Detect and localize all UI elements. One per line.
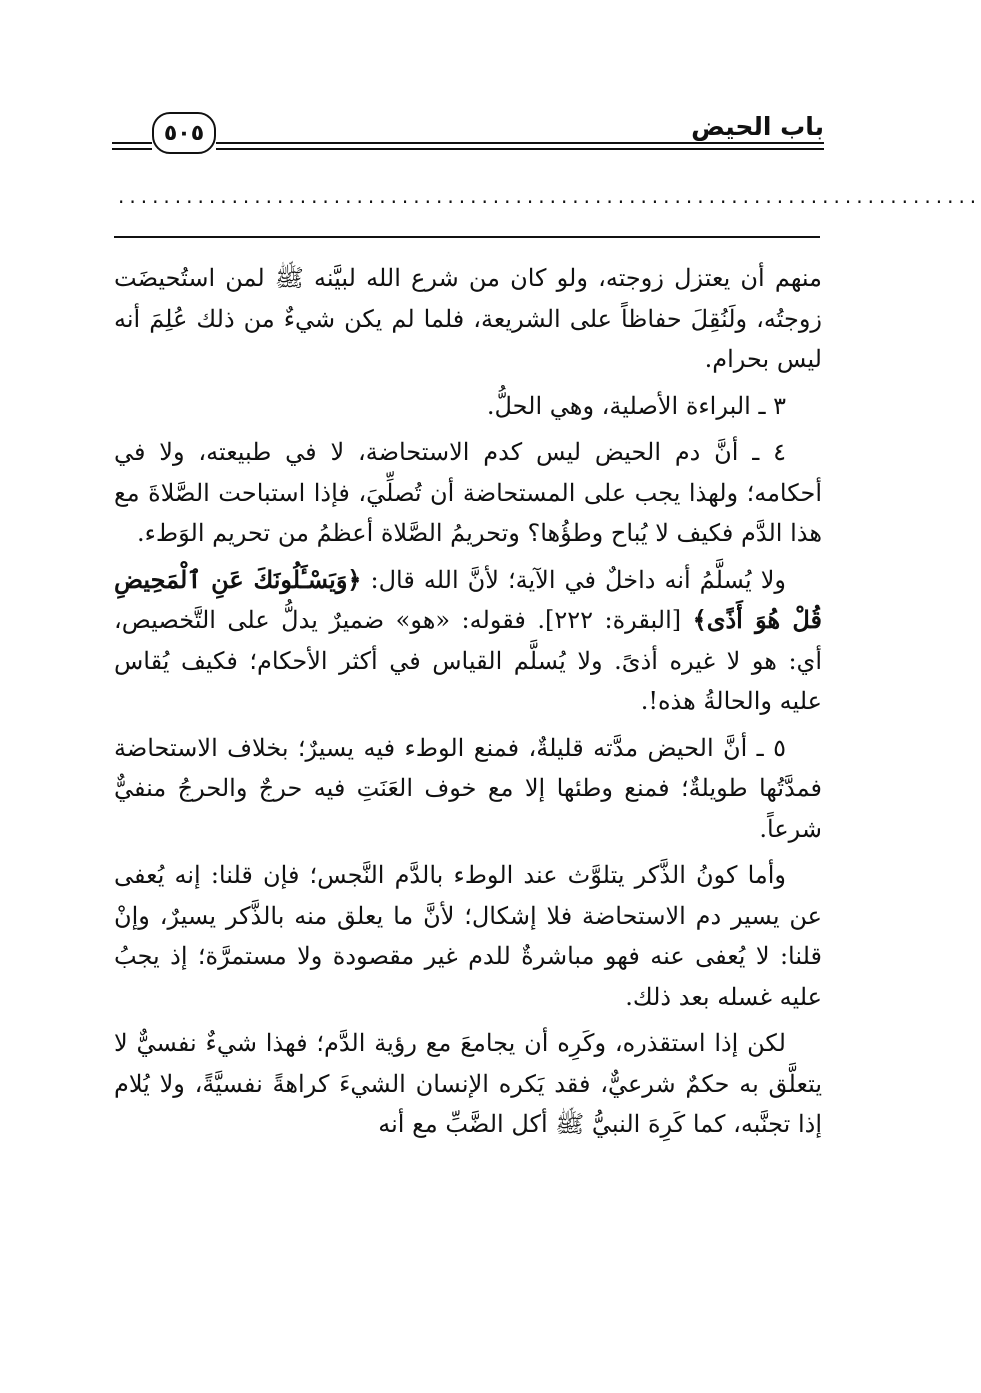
paragraph-text: ٥ ـ أنَّ الحيض مدَّته قليلةٌ، فمنع الوطء فيه يسيرٌ؛ بخلاف الاستحاضة فمدَّتُها طويلةٌ؛ فمنع وطئها إلا مع خوف العَنَتِ فيه حرجٌ والحرجُ منفيٌّ شرعاً.	[114, 733, 822, 843]
paragraph-p6	[114, 855, 822, 1017]
paragraph-p3	[114, 432, 822, 554]
paragraph-text: لكن إذا استقذره، وكَرِه أن يجامعَ مع رؤية الدَّم؛ فهذا شيءٌ نفسيٌّ لا يتعلَّق به حكمٌ شرعيٌّ، فقد يَكره الإنسان الشيءَ كراهةً نفسيَّةً، ولا يُلام إذا تجنَّبه، كما كَرِهَ النبيُّ ﷺ أكل الضَّبِّ مع أنه	[114, 1029, 823, 1138]
dotted-separator: ............................................................................	[118, 184, 981, 208]
header-rule-right-bottom	[216, 148, 824, 150]
main-text	[114, 258, 822, 1151]
header-rule-left-bottom	[112, 148, 152, 150]
paragraph-p5	[114, 728, 822, 850]
quran-verse: ﴿وَيَسْـَٔلُونَكَ عَنِ ٱلْمَحِيضِ قُلْ هُوَ أَذًى﴾	[114, 564, 822, 634]
paragraph-text: ٣ ـ البراءة الأصلية، وهي الحلُّ.	[486, 391, 786, 420]
paragraph-text: وأما كونُ الذَّكر يتلوَّث عند الوطء بالدَّم النَّجس؛ فإن قلنا: إنه يُعفى عن يسير دم الاستحاضة فلا إشكال؛ لأنَّ ما يعلق منه بالذَّكر يسيرٌ، وإنْ قلنا: لا يُعفى عنه فهو مباشرةٌ للدم غير مقصودة ولا مستمرَّة؛ إذ يجبُ عليه غسله بعد ذلك.	[114, 861, 822, 1011]
text-top-rule	[114, 236, 820, 238]
paragraph-p7	[114, 1023, 822, 1145]
chapter-title: باب الحيض	[691, 112, 824, 141]
paragraph-text: ٤ ـ أنَّ دم الحيض ليس كدم الاستحاضة، لا في طبيعته، ولا في أحكامه؛ ولهذا يجب على المستحاضة أن تُصلِّيَ، فإذا استباحت الصَّلاةَ مع هذا الدَّم فكيف لا يُباح وطؤُها؟ وتحريمُ الصَّلاة أعظمُ من تحريم الوَطء.	[114, 438, 822, 547]
page-number: ٥٠٥	[152, 112, 216, 154]
paragraph-p4	[114, 560, 822, 722]
header-rule-right-top	[216, 142, 824, 144]
paragraph-text: ولا يُسلَّمُ أنه داخلٌ في الآية؛ لأنَّ الله قال:	[361, 565, 786, 594]
paragraph-p1	[114, 258, 822, 380]
paragraph-text: منهم أن يعتزل زوجته، ولو كان من شرع الله لبيَّنه ﷺ لمن استُحيضَت زوجتُه، ولَنُقِلَ حفاظاً على الشريعة، فلما لم يكن شيءٌ من ذلك عُلِمَ أنه ليس بحرام.	[114, 264, 822, 373]
page-header	[112, 108, 824, 158]
paragraph-p2	[114, 386, 822, 427]
paragraph-text: [البقرة: ٢٢٢]. فقوله: «هو» ضميرٌ يدلُّ على التَّخصيص، أي: هو لا غيره أذىً. ولا يُسلَّم القياس في أكثر الأحكام؛ فكيف يُقاس عليه والحالةُ هذه!.	[114, 606, 822, 715]
header-rule-left-top	[112, 142, 152, 144]
